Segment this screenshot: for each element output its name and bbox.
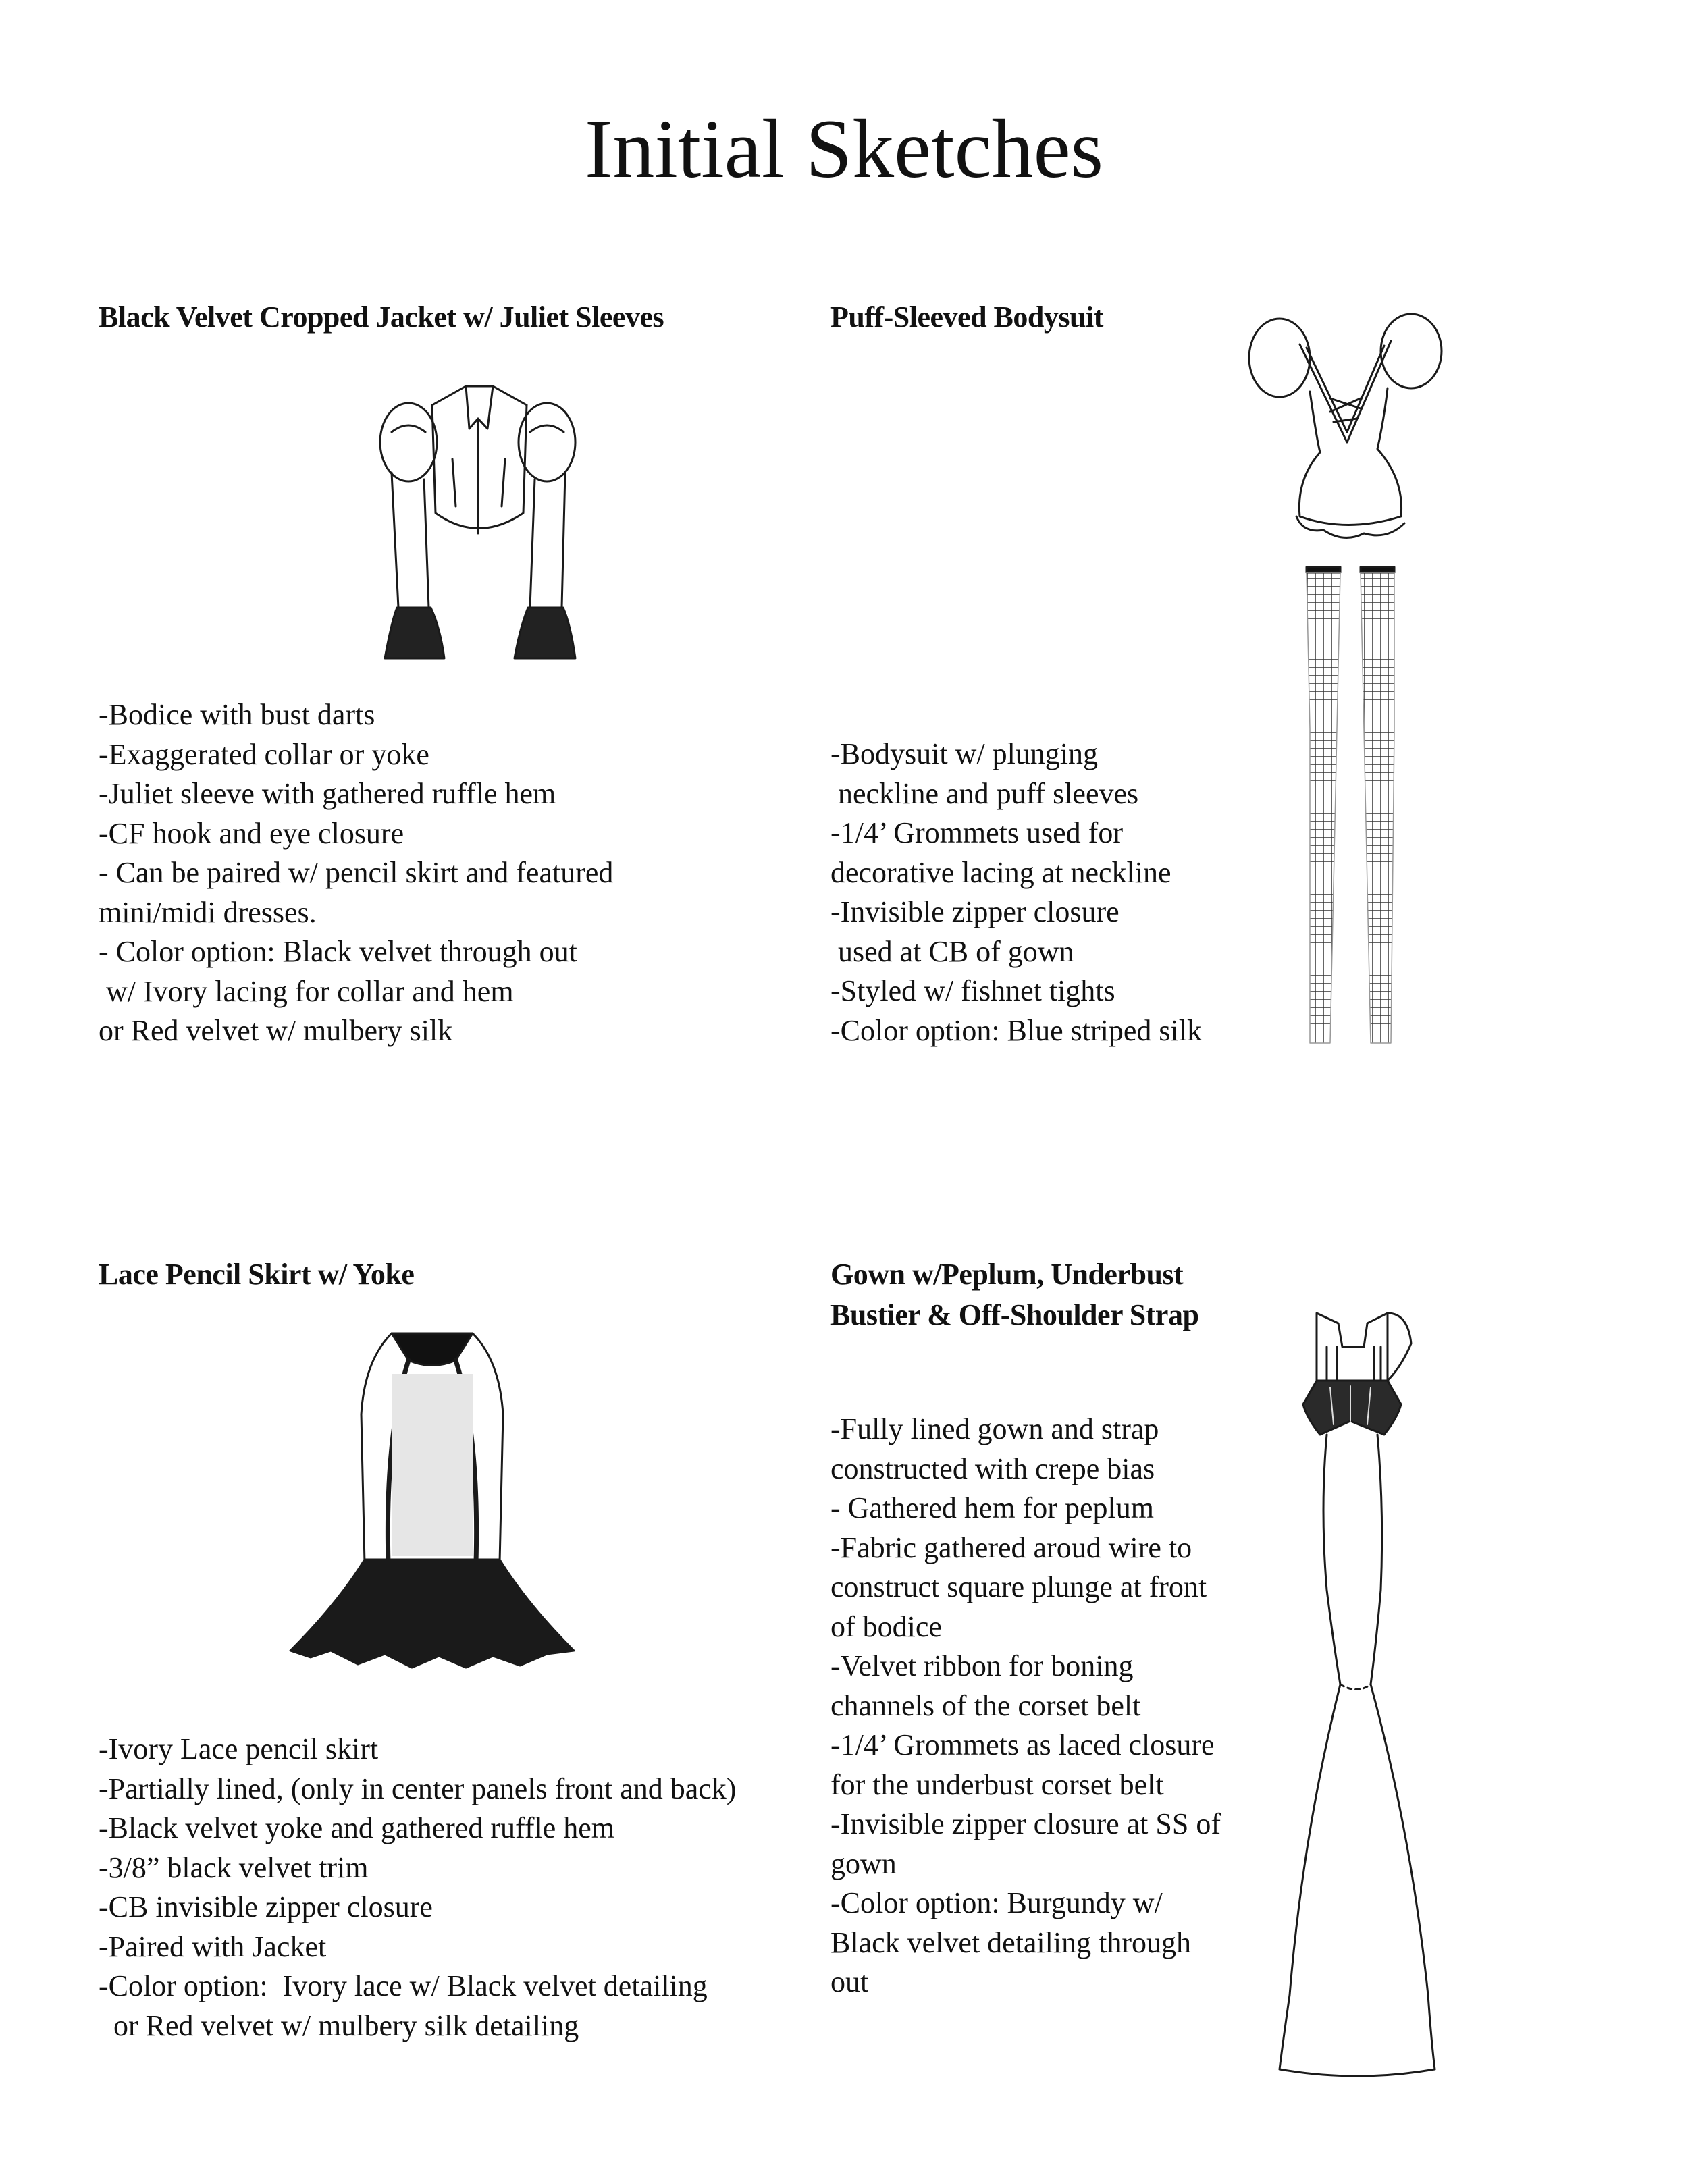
gown-sketch — [1263, 1306, 1506, 2089]
skirt-note: -3/8” black velvet trim — [99, 1850, 369, 1884]
skirt-note: -Black velvet yoke and gathered ruffle hem — [99, 1811, 614, 1844]
jacket-note: -Exaggerated collar or yoke — [99, 737, 429, 771]
jacket-notes — [99, 695, 613, 1051]
bodysuit-note: -Invisible zipper closure — [830, 895, 1119, 928]
gown-note: -1/4’ Grommets as laced closure — [830, 1728, 1215, 1761]
jacket-note: -Juliet sleeve with gathered ruffle hem — [99, 777, 556, 810]
jacket-heading: Black Velvet Cropped Jacket w/ Juliet Sleeves — [99, 300, 664, 334]
jacket-note: w/ Ivory lacing for collar and hem — [99, 974, 514, 1008]
jacket-note: or Red velvet w/ mulbery silk — [99, 1014, 453, 1047]
gown-note: -Fully lined gown and strap — [830, 1412, 1159, 1445]
skirt-note: or Red velvet w/ mulbery silk detailing — [99, 2008, 579, 2042]
bodysuit-note: -1/4’ Grommets used for — [830, 816, 1123, 849]
gown-note: construct square plunge at front — [830, 1570, 1207, 1603]
gown-heading — [830, 1254, 1198, 1335]
gown-heading-line: Bustier & Off-Shoulder Strap — [830, 1298, 1199, 1331]
gown-note: -Invisible zipper closure at SS of — [830, 1807, 1221, 1840]
skirt-notes — [99, 1730, 736, 2046]
gown-heading-line: Gown w/Peplum, Underbust — [830, 1258, 1184, 1291]
bodysuit-note: -Color option: Blue striped silk — [830, 1013, 1202, 1047]
skirt-note: -Partially lined, (only in center panels front and back) — [99, 1772, 737, 1805]
jacket-note: - Color option: Black velvet through out — [99, 935, 577, 968]
jacket-sketch — [365, 378, 594, 662]
gown-note: channels of the corset belt — [830, 1688, 1141, 1722]
jacket-note: -Bodice with bust darts — [99, 698, 375, 731]
gown-note: -Color option: Burgundy w/ — [830, 1886, 1163, 1919]
gown-note: - Gathered hem for peplum — [830, 1491, 1154, 1524]
bodysuit-note: decorative lacing at neckline — [830, 855, 1171, 889]
gown-note: Black velvet detailing through — [830, 1925, 1191, 1959]
skirt-sketch — [284, 1333, 581, 1698]
bodysuit-note: used at CB of gown — [830, 934, 1074, 968]
skirt-heading: Lace Pencil Skirt w/ Yoke — [99, 1258, 415, 1291]
gown-note: for the underbust corset belt — [830, 1767, 1164, 1801]
jacket-note: - Can be paired w/ pencil skirt and featured — [99, 856, 614, 889]
skirt-note: -CB invisible zipper closure — [99, 1890, 433, 1923]
gown-notes — [830, 1410, 1221, 2002]
gown-note: gown — [830, 1846, 897, 1880]
jacket-note: -CF hook and eye closure — [99, 816, 404, 850]
gown-note: constructed with crepe bias — [830, 1451, 1155, 1485]
bodysuit-note: neckline and puff sleeves — [830, 776, 1139, 810]
gown-note: out — [830, 1965, 869, 1998]
jacket-note: mini/midi dresses. — [99, 895, 317, 929]
bodysuit-note: -Bodysuit w/ plunging — [830, 737, 1099, 770]
skirt-note: -Ivory Lace pencil skirt — [99, 1732, 379, 1765]
gown-note: of bodice — [830, 1609, 942, 1643]
bodysuit-notes — [830, 735, 1202, 1050]
bodysuit-heading: Puff-Sleeved Bodysuit — [830, 300, 1103, 334]
skirt-note: -Color option: Ivory lace w/ Black velvet detailing — [99, 1969, 708, 2002]
gown-note: -Velvet ribbon for boning — [830, 1649, 1134, 1682]
page-title: Initial Sketches — [585, 103, 1103, 195]
bodysuit-note: -Styled w/ fishnet tights — [830, 974, 1115, 1007]
skirt-note: -Paired with Jacket — [99, 1929, 327, 1963]
bodysuit-sketch — [1242, 311, 1452, 1053]
gown-note: -Fabric gathered aroud wire to — [830, 1530, 1192, 1564]
